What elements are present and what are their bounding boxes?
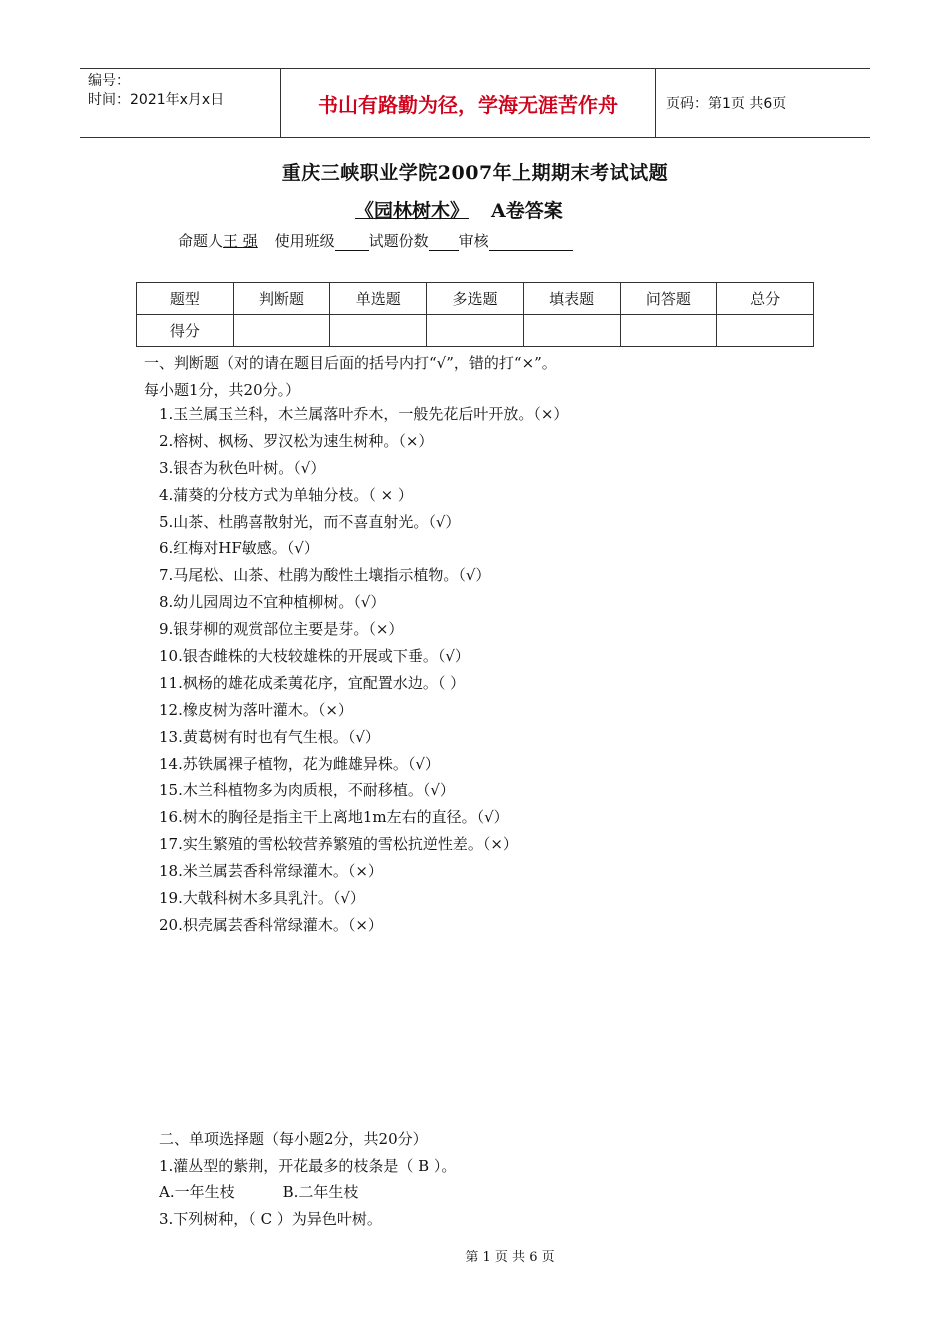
score-row-label: 得分 <box>137 315 234 347</box>
score-header-cell: 填表题 <box>523 283 620 315</box>
page-footer: 第 1 页 共 6 页 <box>465 1250 555 1265</box>
question-item: 10.银杏雌株的大枝较雄株的开展或下垂。（√） <box>159 647 470 666</box>
section1-note: 每小题1分，共20分。） <box>144 381 301 399</box>
question-item: 14.苏铁属裸子植物，花为雌雄异株。（√） <box>159 754 440 773</box>
question-item: 12.橡皮树为落叶灌木。（×） <box>159 700 353 719</box>
question-item: 3.银杏为秋色叶树。（√） <box>159 458 326 477</box>
score-header-cell: 单选题 <box>330 283 427 315</box>
choice-question: 3.下列树种，（ C ）为异色叶树。 <box>159 1209 382 1228</box>
score-table <box>136 282 814 347</box>
score-cell <box>233 315 330 347</box>
question-item: 18.米兰属芸香科常绿灌木。（×） <box>159 862 383 881</box>
choice-options <box>159 1179 456 1206</box>
score-header-cell: 多选题 <box>427 283 524 315</box>
exam-meta <box>178 230 573 251</box>
question-item: 15.木兰科植物多为肉质根，不耐移植。（√） <box>159 781 455 800</box>
option-a: A.一年生枝 <box>159 1183 235 1201</box>
page-header <box>80 68 870 138</box>
author-label: 命题人 <box>178 232 224 250</box>
page-label: 页码：第1页 共6页 <box>666 96 787 112</box>
header-left <box>80 69 280 137</box>
copies-label: 试题份数 <box>368 232 429 250</box>
question-item: 6.红梅对HF敏感。（√） <box>159 539 319 558</box>
score-header-cell: 问答题 <box>620 283 717 315</box>
question-item: 7.马尾松、山茶、杜鹃为酸性土壤指示植物。（√） <box>159 566 491 585</box>
paper-label: A卷答案 <box>491 200 563 222</box>
question-item: 9.银芽柳的观赏部位主要是芽。（×） <box>159 620 404 639</box>
class-blank <box>335 234 369 251</box>
exam-title: 重庆三峡职业学院2007年上期期末考试试题 <box>281 162 669 184</box>
question-item: 4.蒲葵的分枝方式为单轴分枝。（ × ） <box>159 485 413 504</box>
copies-blank <box>429 234 459 251</box>
question-item: 5.山茶、杜鹃喜散射光，而不喜直射光。（√） <box>159 512 461 531</box>
motto: 书山有路勤为径，学海无涯苦作舟 <box>280 69 656 137</box>
course-name: 《园林树木》 <box>355 200 470 222</box>
question-item: 16.树木的胸径是指主干上离地1m左右的直径。（√） <box>159 808 509 827</box>
question-item: 1.玉兰属玉兰科，木兰属落叶乔木，一般先花后叶开放。（×） <box>159 405 569 423</box>
score-header-cell: 判断题 <box>233 283 330 315</box>
exam-subtitle <box>355 196 563 223</box>
section1-heading: 一、判断题（对的请在题目后面的括号内打“√”，错的打“×”。 <box>144 354 557 372</box>
score-header-cell: 总分 <box>717 283 814 315</box>
number-label: 编号： <box>88 73 130 89</box>
score-value-row <box>137 315 814 347</box>
option-b: B.二年生枝 <box>282 1183 359 1201</box>
choice-question: 1.灌丛型的紫荆，开花最多的枝条是（ B ）。 <box>159 1156 457 1175</box>
question-item: 13.黄葛树有时也有气生根。（√） <box>159 727 380 746</box>
question-item: 20.枳壳属芸香科常绿灌木。（×） <box>159 915 383 934</box>
score-cell <box>523 315 620 347</box>
question-item: 17.实生繁殖的雪松较营养繁殖的雪松抗逆性差。（×） <box>159 835 518 854</box>
question-item: 11.枫杨的雄花成柔荑花序，宜配置水边。（ ） <box>159 673 466 692</box>
score-cell <box>620 315 717 347</box>
score-header-row <box>137 283 814 315</box>
time-label: 时间：2021年x月x日 <box>88 92 225 108</box>
section2-heading: 二、单项选择题（每小题2分，共20分） <box>159 1130 428 1148</box>
score-cell <box>717 315 814 347</box>
author-name: 王 强 <box>223 232 258 250</box>
section1-items <box>159 401 568 939</box>
score-cell <box>330 315 427 347</box>
question-item: 8.幼儿园周边不宜种植柳树。（√） <box>159 593 386 612</box>
score-cell <box>427 315 524 347</box>
question-item: 2.榕树、枫杨、罗汉松为速生树种。（×） <box>159 431 434 450</box>
question-item: 19.大戟科树木多具乳汁。（√） <box>159 889 365 908</box>
review-label: 审核 <box>458 232 489 250</box>
section2 <box>159 1126 456 1232</box>
score-header-cell: 题型 <box>137 283 234 315</box>
class-label: 使用班级 <box>274 232 335 250</box>
section1-heading-block <box>144 350 557 404</box>
review-blank <box>489 234 573 251</box>
